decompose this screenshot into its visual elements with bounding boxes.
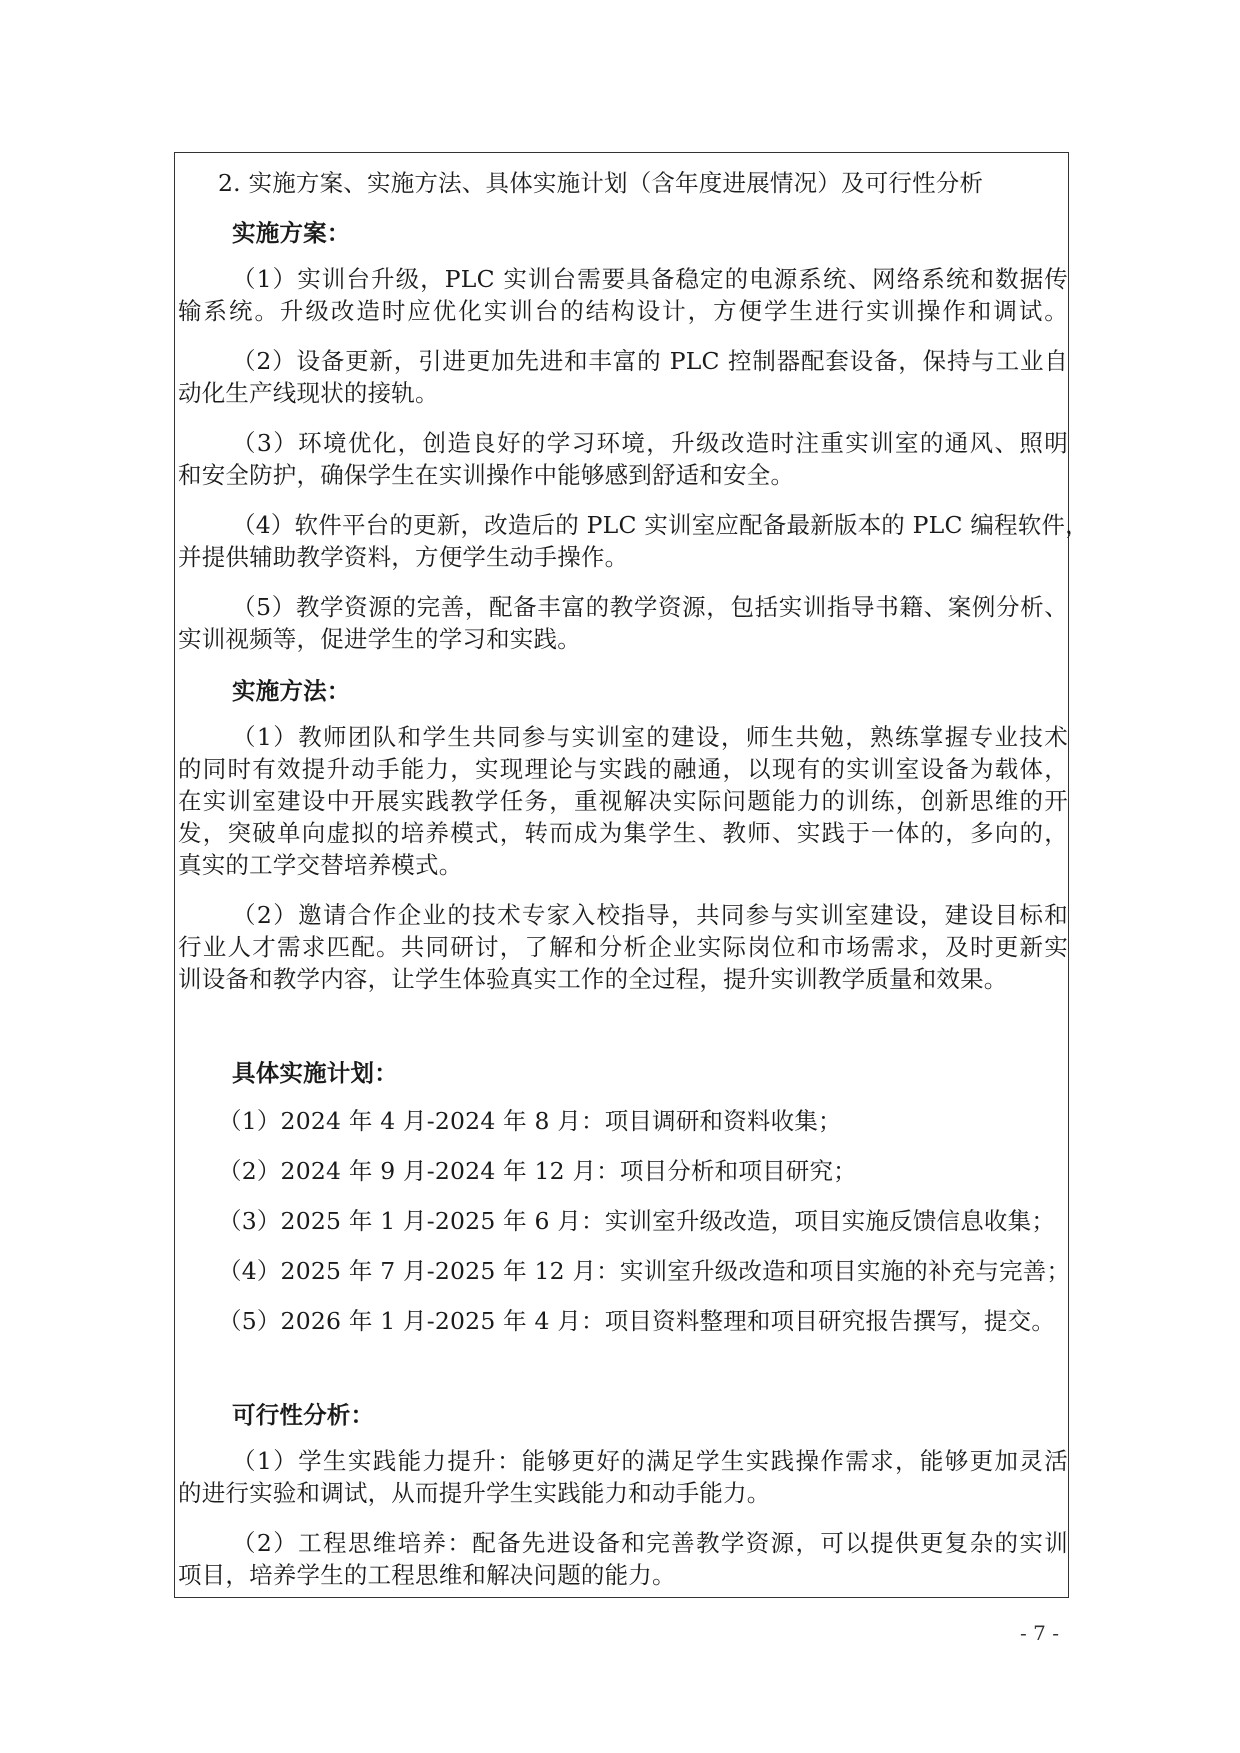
plan-heading: 实施方案： xyxy=(232,219,351,247)
plan-item-5-line-1: （5）教学资源的完善，配备丰富的教学资源，包括实训指导书籍、案例分析、 xyxy=(232,593,1068,621)
method-item-2-line-1: （2）邀请合作企业的技术专家入校指导，共同参与实训室建设，建设目标和 xyxy=(232,901,1068,929)
plan-item-1-line-1: （1）实训台升级，PLC 实训台需要具备稳定的电源系统、网络系统和数据传 xyxy=(232,265,1068,293)
plan-item-1-line-2: 输系统。升级改造时应优化实训台的结构设计，方便学生进行实训操作和调试。 xyxy=(178,297,1068,325)
schedule-item-2: （2）2024 年 9 月-2024 年 12 月：项目分析和项目研究； xyxy=(218,1157,857,1185)
schedule-heading: 具体实施计划： xyxy=(232,1059,398,1087)
schedule-item-1: （1）2024 年 4 月-2024 年 8 月：项目调研和资料收集； xyxy=(218,1107,842,1135)
method-item-1-line-4: 发，突破单向虚拟的培养模式，转而成为集学生、教师、实践于一体的，多向的， xyxy=(178,819,1068,847)
schedule-item-3: （3）2025 年 1 月-2025 年 6 月：实训室升级改造，项目实施反馈信息收集； xyxy=(218,1207,1056,1235)
feasibility-item-2-line-2: 项目，培养学生的工程思维和解决问题的能力。 xyxy=(178,1561,676,1589)
plan-item-3-line-2: 和安全防护，确保学生在实训操作中能够感到舒适和安全。 xyxy=(178,461,795,489)
method-item-1-line-3: 在实训室建设中开展实践教学任务，重视解决实际问题能力的训练，创新思维的开 xyxy=(178,787,1068,815)
page-number: - 7 - xyxy=(1020,1621,1059,1645)
feasibility-item-2-line-1: （2）工程思维培养：配备先进设备和完善教学资源，可以提供更复杂的实训 xyxy=(232,1529,1068,1557)
plan-item-2-line-2: 动化生产线现状的接轨。 xyxy=(178,379,439,407)
method-item-2-line-3: 训设备和教学内容，让学生体验真实工作的全过程，提升实训教学质量和效果。 xyxy=(178,965,1008,993)
method-heading: 实施方法： xyxy=(232,677,351,705)
plan-item-2-line-1: （2）设备更新，引进更加先进和丰富的 PLC 控制器配套设备，保持与工业自 xyxy=(232,347,1068,375)
feasibility-item-1-line-2: 的进行实验和调试，从而提升学生实践能力和动手能力。 xyxy=(178,1479,771,1507)
method-item-1-line-5: 真实的工学交替培养模式。 xyxy=(178,851,463,879)
plan-item-4-line-2: 并提供辅助教学资料，方便学生动手操作。 xyxy=(178,543,629,571)
schedule-item-5: （5）2026 年 1 月-2025 年 4 月：项目资料整理和项目研究报告撰写，提交。 xyxy=(218,1307,1056,1335)
plan-item-4-line-1: （4）软件平台的更新，改造后的 PLC 实训室应配备最新版本的 PLC 编程软件， xyxy=(232,511,1089,539)
method-item-1-line-2: 的同时有效提升动手能力，实现理论与实践的融通，以现有的实训室设备为载体， xyxy=(178,755,1068,783)
method-item-2-line-2: 行业人才需求匹配。共同研讨，了解和分析企业实际岗位和市场需求，及时更新实 xyxy=(178,933,1068,961)
plan-item-5-line-2: 实训视频等，促进学生的学习和实践。 xyxy=(178,625,581,653)
schedule-item-4: （4）2025 年 7 月-2025 年 12 月：实训室升级改造和项目实施的补充与完善； xyxy=(218,1257,1071,1285)
method-item-1-line-1: （1）教师团队和学生共同参与实训室的建设，师生共勉，熟练掌握专业技术 xyxy=(232,723,1068,751)
feasibility-heading: 可行性分析： xyxy=(232,1401,375,1429)
feasibility-item-1-line-1: （1）学生实践能力提升：能够更好的满足学生实践操作需求，能够更加灵活 xyxy=(232,1447,1068,1475)
plan-item-3-line-1: （3）环境优化，创造良好的学习环境，升级改造时注重实训室的通风、照明 xyxy=(232,429,1068,457)
section-title: 2. 实施方案、实施方法、具体实施计划（含年度进展情况）及可行性分析 xyxy=(218,169,984,197)
